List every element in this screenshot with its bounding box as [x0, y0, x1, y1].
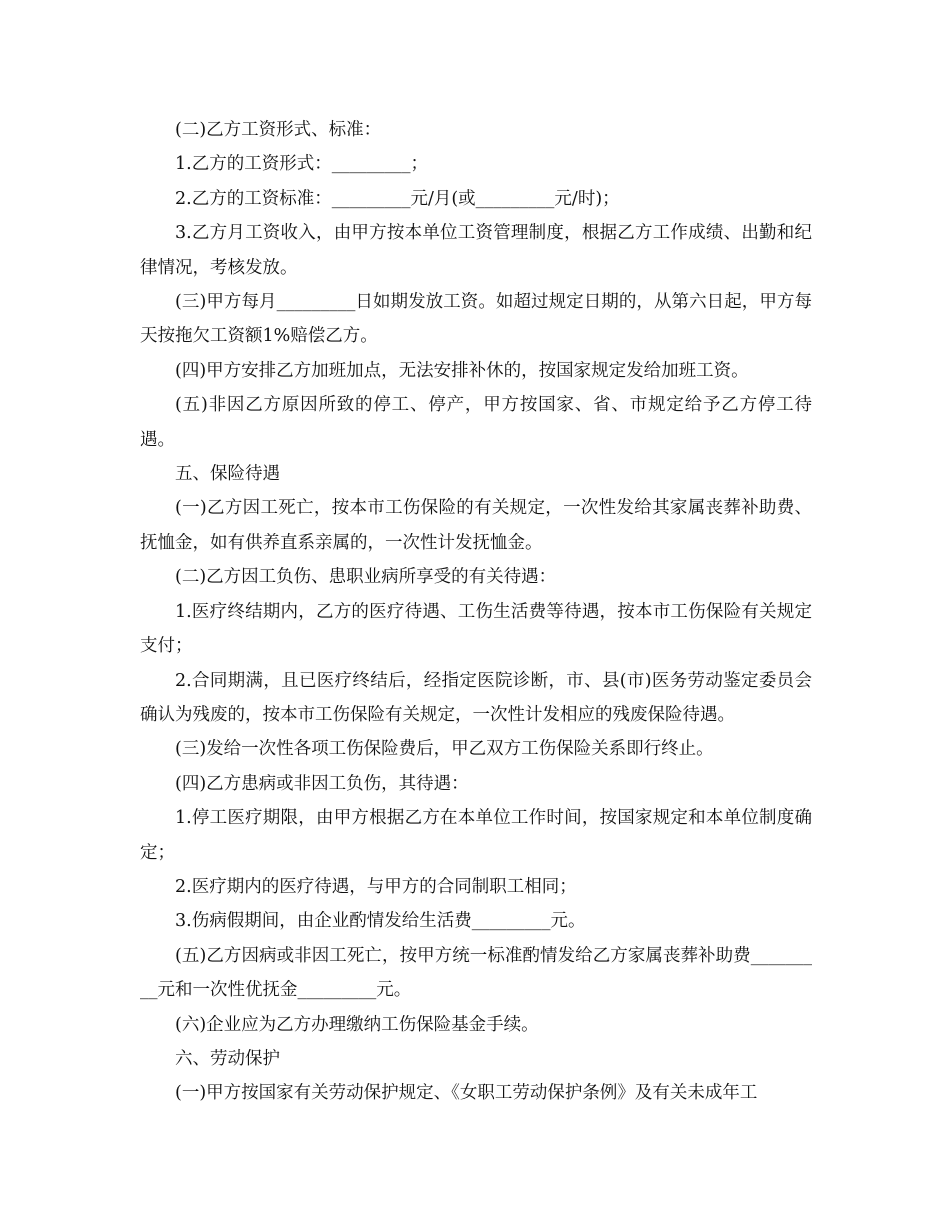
section-heading: 六、劳动保护 [175, 1048, 280, 1069]
paragraph: (二)乙方工资形式、标准： [175, 120, 382, 140]
paragraph: (五)乙方因病或非因工死亡，按甲方统一标准酌情发给乙方家属丧葬补助费_________元和一次性优抚金_________元。 [140, 945, 812, 1001]
document-body [140, 113, 812, 1111]
paragraph: 2.合同期满，且已医疗终结后，经指定医院诊断，市、县(市)医务劳动鉴定委员会确认为残废的，按本市工伤保险有关规定，一次性计发相应的残废保险待遇。 [140, 670, 812, 725]
paragraph: (一)甲方按国家有关劳动保护规定、《女职工劳动保护条例》及有关未成年工 [175, 1083, 758, 1104]
paragraph: (一)乙方因工死亡，按本市工伤保险的有关规定，一次性发给其家属丧葬补助费、抚恤金，如有供养直系亲属的，一次性计发抚恤金。 [140, 498, 812, 553]
paragraph: 1.乙方的工资形式：_________； [175, 154, 428, 175]
paragraph: (四)乙方患病或非因工负伤，其待遇： [175, 773, 469, 794]
paragraph: 2.医疗期内的医疗待遇，与甲方的合同制职工相同； [175, 876, 577, 897]
paragraph: 1.医疗终结期内，乙方的医疗待遇、工伤生活费等待遇，按本市工伤保险有关规定支付； [140, 601, 812, 657]
paragraph: 3.乙方月工资收入，由甲方按本单位工资管理制度，根据乙方工作成绩、出勤和纪律情况，考核发放。 [140, 223, 812, 278]
paragraph: 2.乙方的工资标准：_________元/月(或_________元/时)； [175, 188, 620, 209]
section-heading: 五、保险待遇 [175, 464, 280, 485]
paragraph: (二)乙方因工负伤、患职业病所享受的有关待遇： [175, 567, 557, 588]
paragraph: (五)非因乙方原因所致的停工、停产，甲方按国家、省、市规定给予乙方停工待遇。 [140, 395, 812, 450]
paragraph: (四)甲方安排乙方加班加点，无法安排补休的，按国家规定发给加班工资。 [175, 360, 749, 381]
paragraph: (三)甲方每月_________日如期发放工资。如超过规定日期的，从第六日起，甲方每天按拖欠工资额1%赔偿乙方。 [140, 292, 812, 347]
paragraph: (六)企业应为乙方办理缴纳工伤保险基金手续。 [175, 1014, 539, 1035]
paragraph: 3.伤病假期间，由企业酌情发给生活费_________元。 [175, 911, 586, 932]
paragraph: 1.停工医疗期限，由甲方根据乙方在本单位工作时间，按国家规定和本单位制度确定； [140, 808, 812, 863]
paragraph: (三)发给一次性各项工伤保险费后，甲乙双方工伤保险关系即行终止。 [175, 739, 714, 760]
